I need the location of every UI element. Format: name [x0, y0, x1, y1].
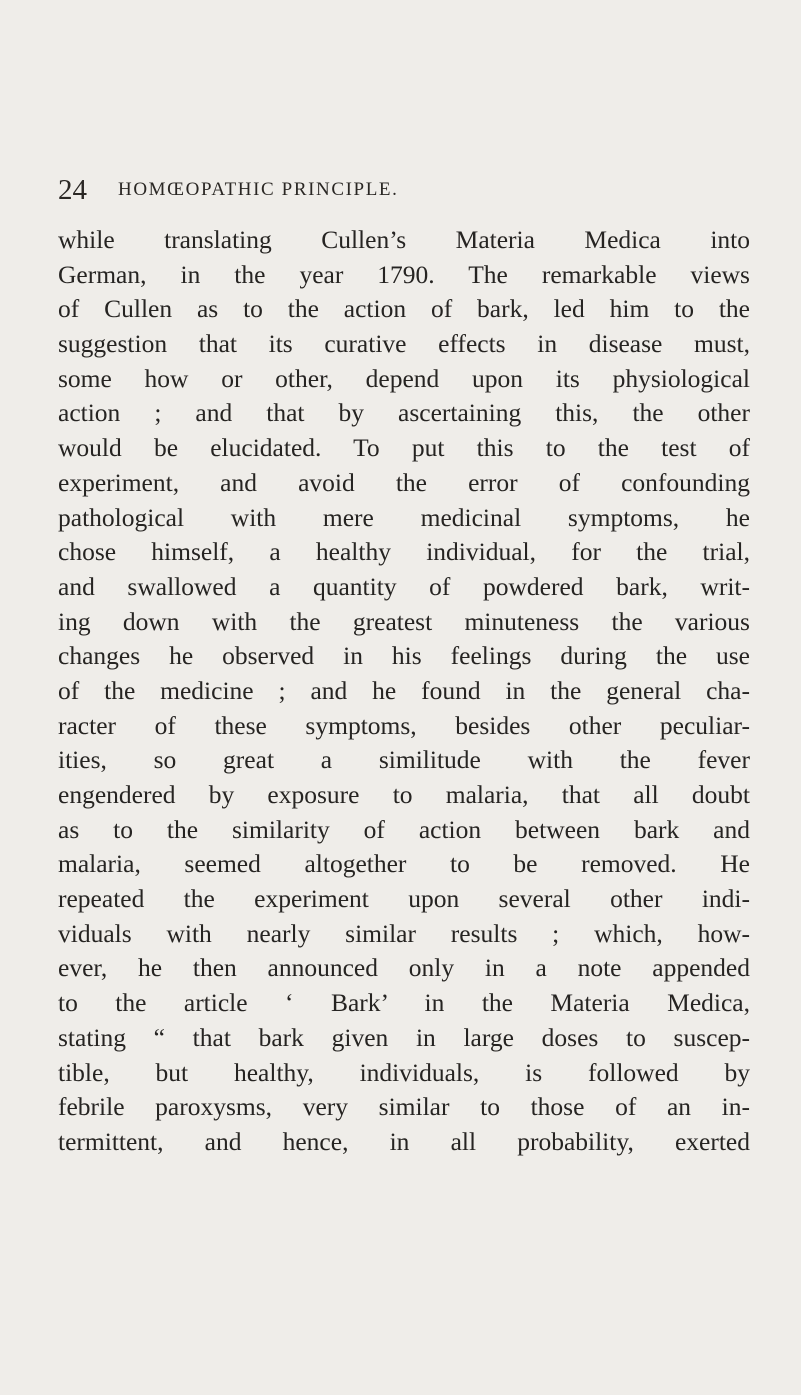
- text-line: some how or other, depend upon its physiological: [58, 363, 750, 393]
- text-line: febrile paroxysms, very similar to those of an in-: [58, 1092, 750, 1122]
- text-line: stating “ that bark given in large doses to suscep-: [58, 1022, 750, 1052]
- text-line: ever, he then announced only in a note appended: [58, 953, 750, 983]
- text-line: malaria, seemed altogether to be removed. He: [58, 849, 750, 879]
- text-line: ing down with the greatest minuteness the various: [58, 606, 750, 636]
- text-line: engendered by exposure to malaria, that all doubt: [58, 780, 750, 809]
- text-line: action ; and that by ascertaining this, the other: [58, 398, 750, 428]
- text-line: repeated the experiment upon several other indi-: [58, 884, 750, 914]
- text-line: changes he observed in his feelings during the use: [58, 641, 750, 671]
- text-line: viduals with nearly similar results ; which, how-: [58, 918, 750, 948]
- text-line: chose himself, a healthy individual, for the trial,: [58, 537, 750, 567]
- text-line: of the medicine ; and he found in the general cha-: [58, 675, 750, 705]
- text-line: of Cullen as to the action of bark, led him to the: [58, 294, 750, 324]
- page-number: 24: [58, 174, 87, 206]
- text-line: suggestion that its curative effects in disease must,: [58, 329, 750, 359]
- text-line: while translating Cullen’s Materia Medica into: [58, 225, 750, 254]
- text-line: experiment, and avoid the error of confounding: [58, 467, 750, 497]
- text-line: and swallowed a quantity of powdered bark, writ-: [58, 571, 750, 601]
- body-paragraph: [58, 223, 750, 1160]
- page-header: [58, 174, 758, 206]
- text-line: tible, but healthy, individuals, is followed by: [58, 1057, 750, 1087]
- text-line: as to the similarity of action between bark and: [58, 814, 750, 844]
- text-line: termittent, and hence, in all probability, exerted: [58, 1126, 750, 1156]
- text-line: to the article ‘ Bark’ in the Materia Medica,: [58, 988, 750, 1018]
- text-line: would be elucidated. To put this to the test of: [58, 433, 750, 463]
- text-line: pathological with mere medicinal symptoms, he: [58, 502, 750, 532]
- text-line: racter of these symptoms, besides other peculiar-: [58, 710, 750, 740]
- running-head: HOMŒOPATHIC PRINCIPLE.: [118, 179, 399, 200]
- text-line: ities, so great a similitude with the fever: [58, 745, 750, 775]
- text-line: German, in the year 1790. The remarkable views: [58, 259, 750, 289]
